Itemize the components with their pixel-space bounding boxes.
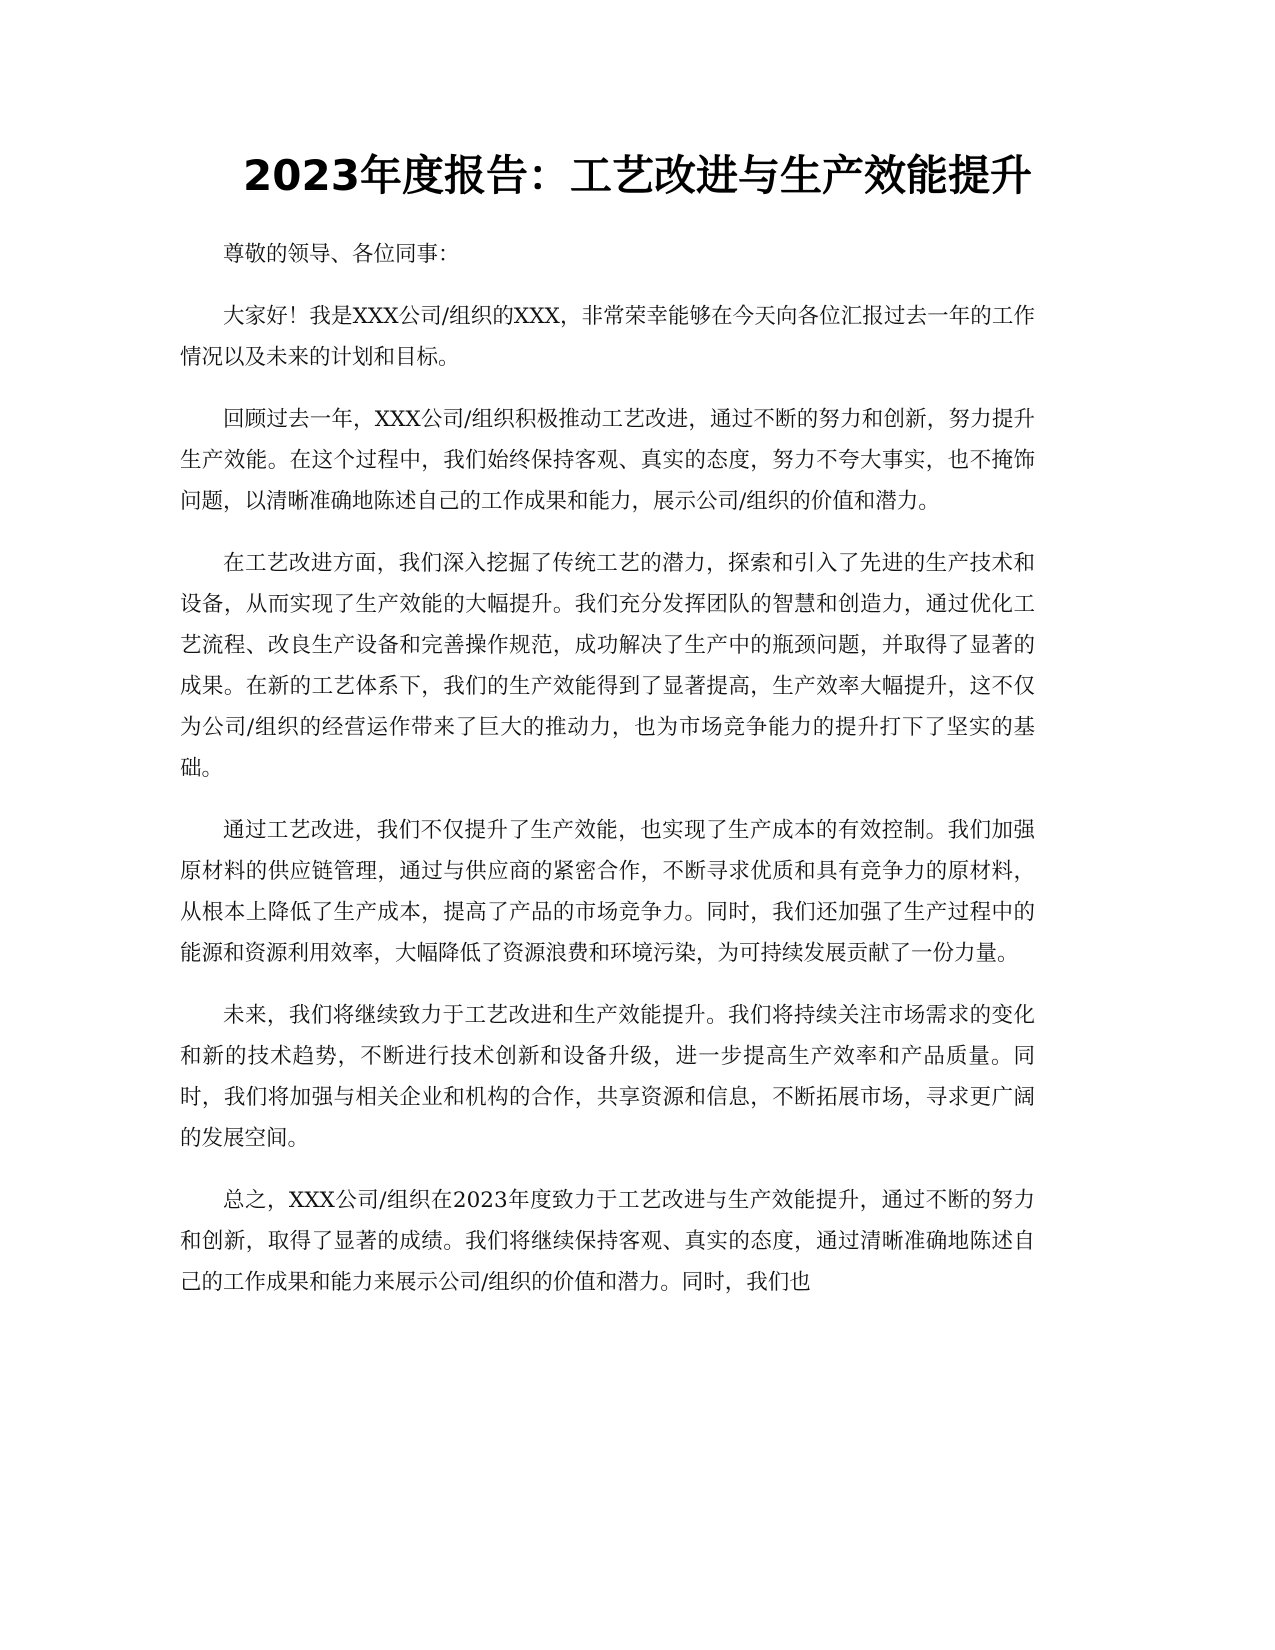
document-title: 2023年度报告：工艺改进与生产效能提升 [243,151,1032,200]
paragraph-process-improvement: 在工艺改进方面，我们深入挖掘了传统工艺的潜力，探索和引入了先进的生产技术和设备，从而实现了生产效能的大幅提升。我们充分发挥团队的智慧和创造力，通过优化工艺流程、改良生产设备和完善操作规范，成功解决了生产中的瓶颈问题，并取得了显著的成果。在新的工艺体系下，我们的生产效能得到了显著提高，生产效率大幅提升，这不仅为公司/组织的经营运作带来了巨大的推动力，也为市场竞争能力的提升打下了坚实的基础。 [180,551,1035,781]
paragraph-future-plans: 未来，我们将继续致力于工艺改进和生产效能提升。我们将持续关注市场需求的变化和新的技术趋势，不断进行技术创新和设备升级，进一步提高生产效率和产品质量。同时，我们将加强与相关企业和机构的合作，共享资源和信息，不断拓展市场，寻求更广阔的发展空间。 [180,1003,1035,1151]
paragraph-cost-control: 通过工艺改进，我们不仅提升了生产效能，也实现了生产成本的有效控制。我们加强原材料的供应链管理，通过与供应商的紧密合作，不断寻求优质和具有竞争力的原材料，从根本上降低了生产成本，提高了产品的市场竞争力。同时，我们还加强了生产过程中的能源和资源利用效率，大幅降低了资源浪费和环境污染，为可持续发展贡献了一份力量。 [180,818,1035,966]
document-body [180,234,1035,1324]
paragraph-salutation: 尊敬的领导、各位同事： [223,242,460,267]
paragraph-greeting: 大家好！我是XXX公司/组织的XXX，非常荣幸能够在今天向各位汇报过去一年的工作情况以及未来的计划和目标。 [180,304,1035,370]
paragraph-review: 回顾过去一年，XXX公司/组织积极推动工艺改进，通过不断的努力和创新，努力提升生产效能。在这个过程中，我们始终保持客观、真实的态度，努力不夸大事实，也不掩饰问题，以清晰准确地陈述自己的工作成果和能力，展示公司/组织的价值和潜力。 [180,407,1035,514]
paragraph-summary: 总之，XXX公司/组织在2023年度致力于工艺改进与生产效能提升，通过不断的努力和创新，取得了显著的成绩。我们将继续保持客观、真实的态度，通过清晰准确地陈述自己的工作成果和能力来展示公司/组织的价值和潜力。同时，我们也 [180,1188,1035,1295]
